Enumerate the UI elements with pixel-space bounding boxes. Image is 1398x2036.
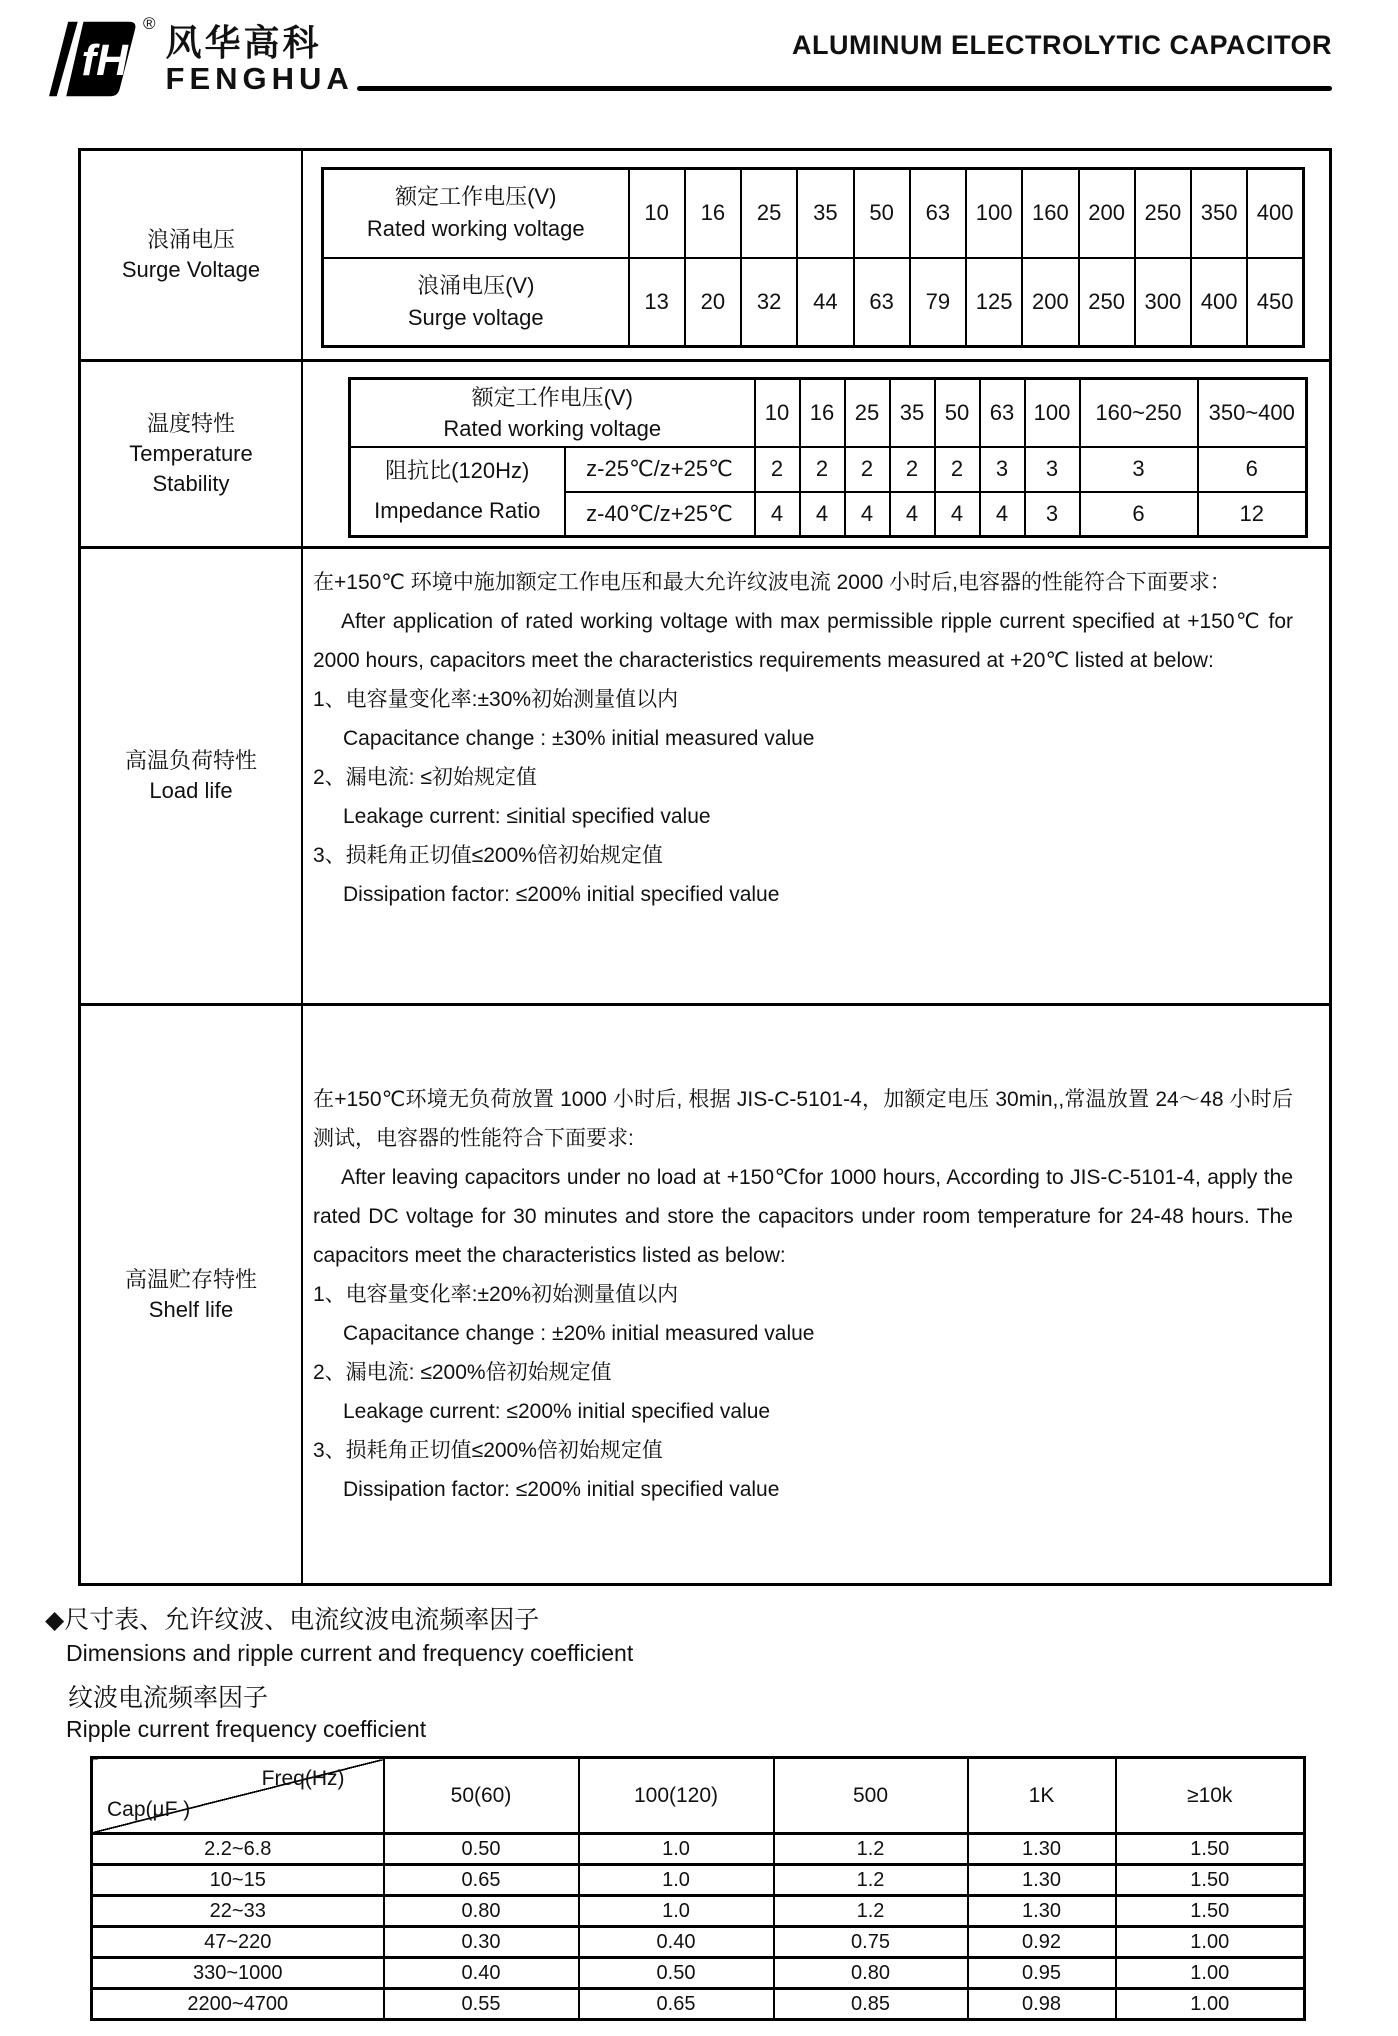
impedance-ratio-cell: 2 <box>935 447 980 492</box>
load-life-content <box>303 549 1329 1003</box>
coefficient-cell: 1.2 <box>774 1834 968 1865</box>
impedance-condition-cell: z-25℃/z+25℃ <box>565 447 755 492</box>
temperature-label-cn: 温度特性 <box>146 411 235 436</box>
load-life-label-en: Load life <box>149 778 233 803</box>
freq-table-row <box>92 1865 1305 1896</box>
cap-range-cell: 22~33 <box>92 1896 384 1927</box>
impedance-ratio-cell: 3 <box>1080 447 1198 492</box>
shelf-life-item-en: Dissipation factor: ≤200% initial specified value <box>343 1478 780 1501</box>
header-rule <box>357 86 1332 91</box>
temp-voltage-header-cell: 160~250 <box>1080 379 1198 447</box>
temp-voltage-header-cell: 10 <box>755 379 800 447</box>
impedance-ratio-cell: 2 <box>755 447 800 492</box>
rated-voltage-cell: 25 <box>741 169 797 258</box>
rated-voltage-cell: 400 <box>1247 169 1303 258</box>
freq-table-row <box>92 1958 1305 1989</box>
temp-voltage-header-cell: 100 <box>1025 379 1080 447</box>
cap-range-cell: 330~1000 <box>92 1958 384 1989</box>
surge-voltage-cell: 300 <box>1135 258 1191 347</box>
impedance-ratio-cell: 3 <box>1025 447 1080 492</box>
cap-range-cell: 47~220 <box>92 1927 384 1958</box>
freq-table-row <box>92 1896 1305 1927</box>
coefficient-cell: 0.95 <box>968 1958 1116 1989</box>
surge-voltage-row-label <box>81 151 303 359</box>
coefficient-cell: 1.50 <box>1116 1896 1305 1927</box>
surge-voltage-cell: 20 <box>685 258 741 347</box>
load-life-paragraph-cn: 在+150℃ 环境中施加额定工作电压和最大允许纹波电流 2000 小时后,电容器的性能符合下面要求： <box>313 571 1231 594</box>
impedance-ratio-cell: 4 <box>800 492 845 537</box>
coefficient-cell: 0.92 <box>968 1927 1116 1958</box>
shelf-life-item-en: Leakage current: ≤200% initial specified value <box>343 1400 771 1423</box>
surge-voltage-stub <box>323 258 629 347</box>
coefficient-cell: 1.30 <box>968 1896 1116 1927</box>
temp-rated-voltage-stub-en: Rated working voltage <box>443 415 662 441</box>
surge-voltage-cell: 13 <box>629 258 685 347</box>
impedance-ratio-stub-en: Impedance Ratio <box>374 498 541 524</box>
load-life-item-cn: 3、损耗角正切值≤200%倍初始规定值 <box>313 844 663 867</box>
surge-voltage-cell: 32 <box>741 258 797 347</box>
logo-name-cn: 风华高科 <box>165 22 322 63</box>
freq-table-body <box>92 1834 1305 2020</box>
impedance-ratio-cell: 4 <box>980 492 1025 537</box>
coefficient-cell: 0.55 <box>384 1989 579 2020</box>
impedance-ratio-cell: 3 <box>980 447 1025 492</box>
coefficient-cell: 0.75 <box>774 1927 968 1958</box>
freq-column-header: 500 <box>774 1758 968 1834</box>
coefficient-cell: 0.98 <box>968 1989 1116 2020</box>
impedance-condition-cell: z-40℃/z+25℃ <box>565 492 755 537</box>
freq-table-row <box>92 1834 1305 1865</box>
surge-voltage-cell: 250 <box>1079 258 1135 347</box>
rated-voltage-cell: 250 <box>1135 169 1191 258</box>
load-life-row-label <box>81 549 303 1003</box>
impedance-ratio-cell: 4 <box>755 492 800 537</box>
page-header <box>45 14 1332 106</box>
impedance-ratio-stub <box>350 447 565 537</box>
shelf-life-item-cn: 1、电容量变化率:±20%初始测量值以内 <box>313 1283 679 1306</box>
coefficient-cell: 1.2 <box>774 1865 968 1896</box>
freq-column-header: ≥10k <box>1116 1758 1305 1834</box>
cap-range-cell: 2.2~6.8 <box>92 1834 384 1865</box>
rated-voltage-cell: 200 <box>1079 169 1135 258</box>
load-life-item-en: Capacitance change : ±30% initial measured value <box>343 727 815 750</box>
logo-name-en: FENGHUA <box>165 61 354 96</box>
surge-voltage-label-en: Surge Voltage <box>121 257 261 282</box>
impedance-ratio-cell: 2 <box>800 447 845 492</box>
coefficient-cell: 1.0 <box>579 1865 774 1896</box>
coefficient-cell: 1.00 <box>1116 1989 1305 2020</box>
impedance-ratio-cell: 6 <box>1198 447 1307 492</box>
coefficient-cell: 1.00 <box>1116 1927 1305 1958</box>
dimensions-section-title-cn: ◆尺寸表、允许纹波、电流纹波电流频率因子 <box>45 1606 540 1634</box>
rated-voltage-cell: 100 <box>966 169 1022 258</box>
spec-row-shelf-life <box>81 1006 1329 1583</box>
coefficient-cell: 1.30 <box>968 1834 1116 1865</box>
surge-voltage-cell: 450 <box>1247 258 1303 347</box>
shelf-life-paragraph-en: After leaving capacitors under no load at +150℃for 1000 hours, According to JIS-C-5101-4, apply the rated DC voltage for 30 minutes and store the capacitors under room temperature for 24-48 hours. The capacitors meet the characteristics listed as below: <box>313 1166 1293 1267</box>
impedance-ratio-table <box>348 377 1308 538</box>
surge-voltage-cell: 63 <box>854 258 910 347</box>
impedance-ratio-cell: 2 <box>890 447 935 492</box>
temp-voltage-header-cell: 350~400 <box>1198 379 1307 447</box>
svg-text:fH: fH <box>81 36 128 86</box>
impedance-ratio-cell: 6 <box>1080 492 1198 537</box>
impedance-ratio-cell: 3 <box>1025 492 1080 537</box>
coefficient-cell: 0.80 <box>774 1958 968 1989</box>
load-life-item-cn: 2、漏电流: ≤初始规定值 <box>313 766 537 789</box>
rated-voltage-cell: 350 <box>1191 169 1247 258</box>
spec-row-temperature-stability <box>81 362 1329 549</box>
rated-voltage-cell: 50 <box>854 169 910 258</box>
company-logo <box>45 16 354 102</box>
temperature-content <box>303 362 1329 546</box>
rated-voltage-row <box>323 169 1304 258</box>
coefficient-cell: 0.40 <box>384 1958 579 1989</box>
shelf-life-label-cn: 高温贮存特性 <box>124 1266 257 1292</box>
coefficient-cell: 0.65 <box>579 1989 774 2020</box>
impedance-ratio-cell: 4 <box>845 492 890 537</box>
spec-row-surge-voltage <box>81 151 1329 362</box>
surge-voltage-cell: 44 <box>797 258 853 347</box>
shelf-life-label-en: Shelf life <box>148 1296 234 1322</box>
load-life-item-cn: 1、电容量变化率:±30%初始测量值以内 <box>313 688 679 711</box>
freq-column-header: 100(120) <box>579 1758 774 1834</box>
shelf-life-item-cn: 3、损耗角正切值≤200%倍初始规定值 <box>313 1439 663 1462</box>
coefficient-cell: 0.85 <box>774 1989 968 2020</box>
shelf-life-content <box>303 1006 1329 1583</box>
temp-voltage-header-cell: 50 <box>935 379 980 447</box>
rated-voltage-cell: 160 <box>1022 169 1078 258</box>
coefficient-cell: 0.50 <box>579 1958 774 1989</box>
coefficient-cell: 1.2 <box>774 1896 968 1927</box>
spec-row-load-life <box>81 549 1329 1006</box>
cap-axis-label: Cap(µF ) <box>107 1798 191 1821</box>
temperature-row-label <box>81 362 303 546</box>
ripple-section-title-cn: 纹波电流频率因子 <box>68 1684 269 1712</box>
coefficient-cell: 0.65 <box>384 1865 579 1896</box>
shelf-life-row-label <box>81 1006 303 1583</box>
freq-column-header: 50(60) <box>384 1758 579 1834</box>
surge-voltage-row <box>323 258 1304 347</box>
coefficient-cell: 1.50 <box>1116 1834 1305 1865</box>
temp-rated-voltage-stub-cn: 额定工作电压(V) <box>471 384 633 410</box>
shelf-life-item-en: Capacitance change : ±20% initial measured value <box>343 1322 815 1345</box>
surge-voltage-stub-en: Surge voltage <box>407 304 544 330</box>
cap-range-cell: 2200~4700 <box>92 1989 384 2020</box>
rated-voltage-cell: 63 <box>910 169 966 258</box>
coefficient-cell: 0.80 <box>384 1896 579 1927</box>
impedance-row-cold <box>350 447 1307 492</box>
shelf-life-item-cn: 2、漏电流: ≤200%倍初始规定值 <box>313 1361 612 1384</box>
impedance-ratio-cell: 4 <box>890 492 935 537</box>
coefficient-cell: 0.40 <box>579 1927 774 1958</box>
temperature-label-en: Temperature Stability <box>129 441 253 496</box>
spec-table <box>78 148 1332 1586</box>
temp-voltage-header-cell: 16 <box>800 379 845 447</box>
coefficient-cell: 1.0 <box>579 1896 774 1927</box>
rated-voltage-cell: 16 <box>685 169 741 258</box>
cap-range-cell: 10~15 <box>92 1865 384 1896</box>
dimensions-section-title-en: Dimensions and ripple current and frequency coefficient <box>66 1640 634 1666</box>
shelf-life-paragraph-cn: 在+150℃环境无负荷放置 1000 小时后, 根据 JIS-C-5101-4，加额定电压 30min,,常温放置 24～48 小时后测试，电容器的性能符合下面要求: <box>313 1088 1293 1150</box>
freq-table-row <box>92 1989 1305 2020</box>
temp-voltage-header-cell: 63 <box>980 379 1025 447</box>
freq-axis-label: Freq(Hz) <box>261 1767 345 1790</box>
load-life-label-cn: 高温负荷特性 <box>124 748 257 773</box>
rated-voltage-stub-en: Rated working voltage <box>366 216 585 242</box>
fenghua-logo-icon <box>45 16 141 102</box>
impedance-ratio-cell: 12 <box>1198 492 1307 537</box>
impedance-ratio-stub-cn: 阻抗比(120Hz) <box>385 458 530 484</box>
temp-rated-voltage-stub <box>350 379 755 447</box>
rated-voltage-cell: 10 <box>629 169 685 258</box>
temp-voltage-header-row <box>350 379 1307 447</box>
impedance-ratio-cell: 4 <box>935 492 980 537</box>
surge-voltage-stub-cn: 浪涌电压(V) <box>417 272 535 298</box>
coefficient-cell: 1.0 <box>579 1834 774 1865</box>
surge-voltage-cell: 79 <box>910 258 966 347</box>
surge-voltage-table <box>321 167 1305 348</box>
freq-cap-corner-cell <box>92 1758 384 1834</box>
coefficient-cell: 0.30 <box>384 1927 579 1958</box>
rated-voltage-cell: 35 <box>797 169 853 258</box>
rated-voltage-stub-cn: 额定工作电压(V) <box>395 184 557 210</box>
temp-voltage-header-cell: 25 <box>845 379 890 447</box>
surge-voltage-cell: 200 <box>1022 258 1078 347</box>
logo-text <box>166 16 354 96</box>
freq-table-row <box>92 1927 1305 1958</box>
registered-trademark-icon: ® <box>143 14 156 33</box>
surge-voltage-content <box>303 151 1329 359</box>
load-life-item-en: Dissipation factor: ≤200% initial specified value <box>343 883 780 906</box>
temp-voltage-header-cell: 35 <box>890 379 935 447</box>
rated-voltage-stub <box>323 169 629 258</box>
page-title: ALUMINUM ELECTROLYTIC CAPACITOR <box>792 30 1332 60</box>
ripple-section-title-en: Ripple current frequency coefficient <box>66 1716 427 1742</box>
coefficient-cell: 1.30 <box>968 1865 1116 1896</box>
coefficient-cell: 0.50 <box>384 1834 579 1865</box>
freq-header-row <box>92 1758 1305 1834</box>
freq-column-header: 1K <box>968 1758 1116 1834</box>
coefficient-cell: 1.00 <box>1116 1958 1305 1989</box>
load-life-item-en: Leakage current: ≤initial specified value <box>343 805 711 828</box>
load-life-paragraph-en: After application of rated working voltage with max permissible ripple current specified at +150℃ for 2000 hours, capacitors meet the characteristics requirements measured at +20℃ listed at below: <box>313 610 1293 672</box>
frequency-coefficient-table <box>90 1756 1306 2021</box>
impedance-ratio-cell: 2 <box>845 447 890 492</box>
surge-voltage-cell: 125 <box>966 258 1022 347</box>
coefficient-cell: 1.50 <box>1116 1865 1305 1896</box>
surge-voltage-label-cn: 浪涌电压 <box>146 227 235 252</box>
surge-voltage-cell: 400 <box>1191 258 1247 347</box>
